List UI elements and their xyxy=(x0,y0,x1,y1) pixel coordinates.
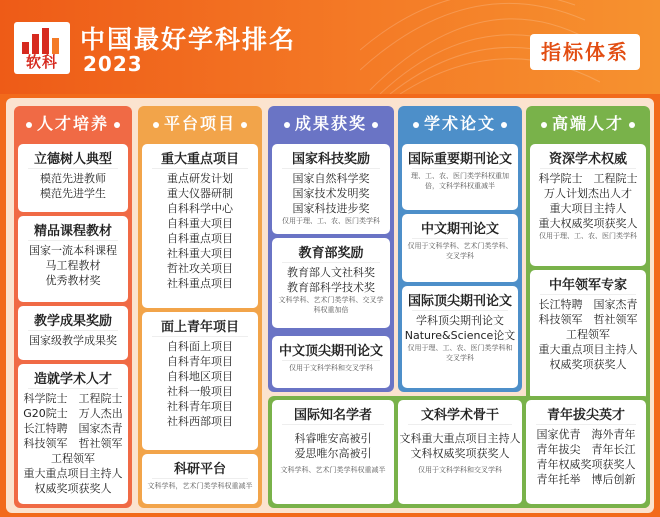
list-item: 国家级教学成果奖 xyxy=(29,334,117,347)
box-intl-important-journals xyxy=(402,144,518,210)
box-note: 仅用于理、工、农、医门类学科 xyxy=(282,217,380,225)
box-major-projects xyxy=(142,144,258,308)
box-title: 文科学术骨干 xyxy=(420,408,499,423)
box-title: 科研平台 xyxy=(173,462,226,477)
column-header: 人才培养 xyxy=(14,106,132,142)
list-item: 重大仪器研制 xyxy=(167,187,233,200)
box-title: 国际重要期刊论文 xyxy=(407,152,512,167)
column-header: 学术论文 xyxy=(398,106,522,142)
box-note: 仅用于文科学科和交叉学科 xyxy=(289,364,373,372)
section-badge: 指标体系 xyxy=(530,34,640,70)
list-item: 万人计划杰出人才 xyxy=(544,187,632,200)
list-item: 国家科技进步奖 xyxy=(292,202,370,215)
column-awards xyxy=(268,106,394,392)
box-note: 文科学科，艺术门类学科权重减半 xyxy=(147,482,253,490)
list-item: 自科地区项目 xyxy=(167,370,233,383)
list-item: 重大项目主持人 xyxy=(549,202,627,215)
list-item: 科睿唯安高被引 xyxy=(294,432,372,445)
list-item: 社科重点项目 xyxy=(167,277,233,290)
box-moral-models xyxy=(18,144,128,212)
box-midcareer-leaders xyxy=(530,270,646,400)
column-header: 成果获奖 xyxy=(268,106,394,142)
list-item: 社科一般项目 xyxy=(167,385,233,398)
column-talent-cultivation xyxy=(14,106,132,508)
list-item: 重大重点项目主持人 xyxy=(23,467,123,480)
box-title: 中文顶尖期刊论文 xyxy=(278,344,383,359)
list-item: 教育部科学技术奖 xyxy=(287,281,375,294)
list-item: 马工程教材 xyxy=(45,259,101,272)
list-item: 权威奖项获奖人 xyxy=(549,358,627,371)
list-item: 长江特聘 国家杰青 xyxy=(23,422,123,435)
box-note: 仅用于文科学科、艺术门类学科、交叉学科 xyxy=(407,242,513,260)
box-title: 国际知名学者 xyxy=(293,408,372,423)
list-item: 工程领军 xyxy=(566,328,610,341)
box-title: 教学成果奖励 xyxy=(33,314,112,329)
box-title: 造就学术人才 xyxy=(33,372,112,387)
list-item: 模范先进学生 xyxy=(40,187,106,200)
box-title: 国际顶尖期刊论文 xyxy=(407,294,512,309)
list-item: Nature&Science论文 xyxy=(404,329,516,342)
list-item: 国家技术发明奖 xyxy=(292,187,370,200)
box-title: 国家科技奖励 xyxy=(291,152,370,167)
list-item: 学科顶尖期刊论文 xyxy=(416,314,504,327)
column-academic-papers xyxy=(398,106,522,392)
list-item: 模范先进教师 xyxy=(40,172,106,185)
box-note: 理、工、农、医门类学科权重加倍，文科学科权重减半 xyxy=(411,172,509,190)
list-item: 社科西部项目 xyxy=(167,415,233,428)
list-item: 优秀教材奖 xyxy=(45,274,101,287)
list-item: 社科青年项目 xyxy=(167,400,233,413)
list-item: 自科面上项目 xyxy=(167,340,233,353)
box-note: 仅用于文科学科和交叉学科 xyxy=(418,466,502,474)
list-item: 青年拔尖 青年长江 xyxy=(536,443,636,456)
box-title: 精品课程教材 xyxy=(33,224,112,239)
list-item: 权威奖项获奖人 xyxy=(34,482,112,495)
list-item: 国家自然科学奖 xyxy=(292,172,370,185)
list-item: 国家优青 海外青年 xyxy=(536,428,636,441)
shanghairanking-logo xyxy=(14,22,70,74)
box-liberal-backbone xyxy=(398,400,522,504)
box-young-talent xyxy=(526,400,646,504)
list-item: 重大重点项目主持人 xyxy=(538,343,638,356)
column-header: 高端人才 xyxy=(526,106,650,142)
list-item: 科技领军 哲社领军 xyxy=(23,437,123,450)
box-title: 资深学术权威 xyxy=(548,152,627,167)
box-courses-textbooks xyxy=(18,216,128,302)
list-item: 重点研发计划 xyxy=(167,172,233,185)
list-item: 国家一流本科课程 xyxy=(29,244,117,257)
box-research-platform xyxy=(142,454,258,504)
list-item: 科技领军 哲社领军 xyxy=(538,313,638,326)
box-note: 仅用于理、工、农、医门类学科 xyxy=(539,232,637,240)
column-header: 平台项目 xyxy=(138,106,262,142)
box-title: 中文期刊论文 xyxy=(420,222,499,237)
list-item: 青年托举 博后创新 xyxy=(536,473,636,486)
indicator-panel xyxy=(6,98,654,513)
box-title: 教育部奖励 xyxy=(298,246,364,261)
box-note: 文科学科、艺术门类学科权重减半 xyxy=(280,466,386,474)
box-title: 面上青年项目 xyxy=(160,320,239,335)
box-title: 中年领军专家 xyxy=(548,278,627,293)
box-chinese-journals xyxy=(402,214,518,282)
list-item: 哲社攻关项目 xyxy=(167,262,233,275)
box-note: 文科学科、艺术门类学科、交叉学科权重加倍 xyxy=(278,296,384,314)
bottom-talent-band xyxy=(268,396,650,508)
box-teaching-awards xyxy=(18,306,128,360)
column-platform-projects xyxy=(138,106,262,508)
list-item: G20院士 万人杰出 xyxy=(23,407,123,420)
list-item: 文科重大重点项目主持人 xyxy=(399,432,521,445)
box-title: 青年拔尖英才 xyxy=(546,408,625,423)
box-note: 仅用于理、工、农、医门类学科和交叉学科 xyxy=(407,344,513,362)
list-item: 文科权威奖项获奖人 xyxy=(410,447,510,460)
list-item: 教育部人文社科奖 xyxy=(287,266,375,279)
box-moe-awards xyxy=(272,238,390,328)
page-year: 2023 xyxy=(83,52,143,76)
box-national-science-awards xyxy=(272,144,390,234)
box-chinese-top-journal xyxy=(272,336,390,388)
logo-text: 软科 xyxy=(25,53,58,71)
box-title: 立德树人典型 xyxy=(33,152,112,167)
list-item: 社科重大项目 xyxy=(167,247,233,260)
box-title: 重大重点项目 xyxy=(160,152,239,167)
list-item: 工程领军 xyxy=(51,452,95,465)
box-intl-scholars xyxy=(272,400,394,504)
box-senior-authorities xyxy=(530,144,646,266)
list-item: 长江特聘 国家杰青 xyxy=(538,298,638,311)
list-item: 重大权威奖项获奖人 xyxy=(538,217,638,230)
list-item: 爱思唯尔高被引 xyxy=(294,447,372,460)
box-intl-top-journals xyxy=(402,286,518,388)
header-banner xyxy=(0,0,660,94)
list-item: 自科科学中心 xyxy=(167,202,233,215)
box-academic-talent xyxy=(18,364,128,504)
list-item: 科学院士 工程院士 xyxy=(538,172,638,185)
list-item: 科学院士 工程院士 xyxy=(23,392,123,405)
list-item: 自科重点项目 xyxy=(167,232,233,245)
list-item: 青年权威奖项获奖人 xyxy=(536,458,636,471)
page-title: 中国最好学科排名 xyxy=(80,25,297,54)
box-general-youth-projects xyxy=(142,312,258,450)
list-item: 自科重大项目 xyxy=(167,217,233,230)
list-item: 自科青年项目 xyxy=(167,355,233,368)
